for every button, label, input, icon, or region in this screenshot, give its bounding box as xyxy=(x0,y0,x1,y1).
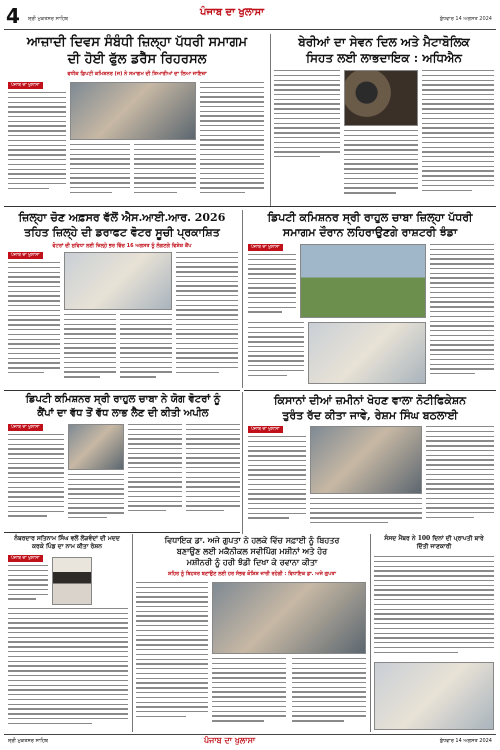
story-6-body-col-1 xyxy=(248,436,306,528)
story-1-body-col-2 xyxy=(70,144,130,200)
story-1-body-col-3 xyxy=(134,144,196,200)
story-5-body-col-1 xyxy=(8,434,64,526)
story-2-headline-line-1: ਬੇਰੀਆਂ ਦਾ ਸੇਵਨ ਦਿਲ ਅਤੇ ਮੈਟਾਬੋਲਿਕ xyxy=(298,35,470,49)
story-9-headline-line-2: ਦਿੱਤੀ ਜਾਣਕਾਰੀ xyxy=(416,543,452,550)
story-4-body-col-2 xyxy=(248,322,304,384)
story-3-body-col-4 xyxy=(176,252,238,384)
story-2-headline-line-2: ਸਿਹਤ ਲਈ ਲਾਭਦਾਇਕ : ਅਧਿਐਨ xyxy=(306,51,462,65)
story-4-photo xyxy=(300,244,426,318)
story-6-photo xyxy=(310,426,422,494)
footer-edition: ਸ਼੍ਰੀ ਮੁਕਤਸਰ ਸਾਹਿਬ xyxy=(8,738,49,744)
story-7-headline-line-2: ਕਰਕੇ ਪਿੰਡ ਦਾ ਨਾਮ ਕੀਤਾ ਰੋਸ਼ਨ xyxy=(31,543,103,550)
story-3-headline-line-1: ਜ਼ਿਲ੍ਹਾ ਚੋਣ ਅਫ਼ਸਰ ਵੱਲੋਂ ਐਸ.ਆਈ.ਆਰ. 2026 xyxy=(18,211,226,224)
story-5-headline-line-2: ਕੈਂਪਾਂ ਦਾ ਵੱਧ ਤੋਂ ਵੱਧ ਲਾਭ ਲੈਣ ਦੀ ਕੀਤੀ ਅਪੀਲ xyxy=(37,408,209,419)
column-divider xyxy=(132,534,133,732)
story-4-headline-line-1: ਡਿਪਟੀ ਕਮਿਸ਼ਨਰ ਸ੍ਰੀ ਰਾਹੁਲ ਚਾਬਾ ਜ਼ਿਲ੍ਹਾ ਪੱਧਰੀ xyxy=(267,211,473,224)
story-6-headline-line-2: ਤੁਰੰਤ ਰੱਦ ਕੀਤਾ ਜਾਵੇ, ਰੇਸ਼ਮ ਸਿੰਘ ਬਠਲਾਈ xyxy=(282,409,458,422)
story-5-headline-line-1: ਡਿਪਟੀ ਕਮਿਸ਼ਨਰ ਸ੍ਰੀ ਰਾਹੁਲ ਚਾਬਾ ਨੇ ਯੋਗ ਵੋਟਰਾਂ ਨੂੰ xyxy=(25,394,221,405)
page-number: 4 xyxy=(6,4,20,28)
story-8-headline-line-3: ਮਸ਼ੀਨਰੀ ਨੂੰ ਹਰੀ ਝੰਡੀ ਦਿਖਾ ਕੇ ਰਵਾਨਾ ਕੀਤਾ xyxy=(186,557,318,567)
story-8-headline-line-2: ਬਣਾਉਣ ਲਈ ਮਕੈਨੀਕਲ ਸਵੀਪਿੰਗ ਮਸ਼ੀਨਾਂ ਅਤੇ ਹੋਰ xyxy=(176,546,328,556)
story-4-second-photo xyxy=(308,322,426,384)
story-3-body-col-3 xyxy=(120,314,172,384)
story-1-photo xyxy=(70,82,196,140)
masthead xyxy=(4,4,496,30)
story-3-headline-line-2: ਤਹਿਤ ਜ਼ਿਲ੍ਹੇ ਦੀ ਡਰਾਫਟ ਵੋਟਰ ਸੂਚੀ ਪ੍ਰਕਾਸ਼ਿਤ xyxy=(24,226,220,239)
story-3-photo xyxy=(64,252,172,310)
story-2-berries-photo xyxy=(344,70,418,126)
story-8-headline-line-1: ਵਿਧਾਇਕ ਡਾ. ਅਜੇ ਗੁਪਤਾ ਨੇ ਹਲਕੇ ਵਿੱਚ ਸਫ਼ਾਈ ਨੂੰ ਬਿਹਤਰ xyxy=(164,535,340,545)
story-3-subhead: ਵੋਟਰਾਂ ਦੀ ਸੁਵਿਧਾ ਲਈ ਜ਼ਿਲ੍ਹੇ ਭਰ ਵਿੱਚ 16 ਅਗਸਤ ਨੂੰ ਲੱਗਣਗੇ ਵਿਸ਼ੇਸ਼ ਕੈਂਪ xyxy=(52,243,192,249)
story-1-byline: ਪੰਜਾਬ ਦਾ ਖੁਲਾਸਾ xyxy=(8,82,43,89)
story-8-body-col-3 xyxy=(292,658,366,730)
footer-date: ਬੁੱਧਵਾਰ 14 ਅਗਸਤ 2024 xyxy=(439,738,492,744)
story-6-body-col-3 xyxy=(426,426,494,528)
section-divider xyxy=(4,206,496,207)
story-7-portrait-photo xyxy=(52,557,92,605)
story-8-body-col-1 xyxy=(136,582,208,730)
footer-bar xyxy=(4,734,496,746)
story-6-byline: ਪੰਜਾਬ ਦਾ ਖੁਲਾਸਾ xyxy=(248,426,283,433)
column-divider xyxy=(270,34,271,206)
story-9-headline-line-1: ਸੰਸਦ ਮੈਂਬਰ ਨੇ 100 ਦਿਨਾਂ ਦੀ ਪ੍ਰਾਪਤੀ ਬਾਰੇ xyxy=(384,535,484,542)
story-1-headline-line-2: ਦੀ ਹੋਈ ਫੁੱਲ ਡਰੈੱਸ ਰਿਹਰਸਲ xyxy=(67,52,207,67)
story-4-byline: ਪੰਜਾਬ ਦਾ ਖੁਲਾਸਾ xyxy=(248,244,283,251)
story-8-body-col-2 xyxy=(212,658,286,730)
story-8-subhead: ਸ਼ਹਿਰ ਨੂੰ ਬਿਹਤਰ ਬਣਾਉਣ ਲਈ ਹਰ ਸੰਭਵ ਕੋਸ਼ਿਸ਼ ਜਾਰੀ ਰਹੇਗੀ : ਵਿਧਾਇਕ ਡਾ. ਅਜੇ ਗੁਪਤਾ xyxy=(168,571,336,577)
story-9-body xyxy=(374,556,494,658)
story-5-body-col-2 xyxy=(68,474,124,526)
story-8-photo xyxy=(212,582,366,654)
story-3-byline: ਪੰਜਾਬ ਦਾ ਖੁਲਾਸਾ xyxy=(8,252,43,259)
paper-name: ਪੰਜਾਬ ਦਾ ਖੁਲਾਸਾ xyxy=(200,7,265,18)
story-5-byline: ਪੰਜਾਬ ਦਾ ਖੁਲਾਸਾ xyxy=(8,424,43,431)
section-divider xyxy=(4,532,240,533)
story-5-body-col-3 xyxy=(128,424,182,526)
story-9-photo xyxy=(374,662,494,730)
story-7-headline-line-1: ਨੰਬਰਦਾਰ ਸਤਿਨਾਮ ਸਿੰਘ ਵਲੋਂ ਲੋੜਵੰਦਾਂ ਦੀ ਮਦਦ xyxy=(14,535,120,542)
footer-paper-name: ਪੰਜਾਬ ਦਾ ਖੁਲਾਸਾ xyxy=(204,736,256,745)
story-4-headline-line-2: ਸਮਾਗਮ ਦੌਰਾਨ ਲਹਿਰਾਉਣਗੇ ਰਾਸ਼ਟਰੀ ਝੰਡਾ xyxy=(282,226,458,239)
story-2-body-col-1 xyxy=(274,70,340,166)
story-1-subhead: ਵਧੀਕ ਡਿਪਟੀ ਕਮਿਸ਼ਨਰ (ਜ) ਨੇ ਸਮਾਗਮ ਦੀ ਤਿਆਰੀਆਂ ਦਾ ਲਿਆ ਜਾਇਜ਼ਾ xyxy=(67,71,207,77)
story-6-body-col-2 xyxy=(310,498,422,528)
story-7-body-col-1 xyxy=(8,565,48,603)
story-2-body-col-3 xyxy=(422,70,494,200)
story-7-body-col-2 xyxy=(8,608,128,730)
issue-date: ਬੁੱਧਵਾਰ 14 ਅਗਸਤ 2024 xyxy=(439,16,492,22)
story-7-byline: ਪੰਜਾਬ ਦਾ ਖੁਲਾਸਾ xyxy=(8,555,43,562)
story-1-body-col-4 xyxy=(200,82,264,200)
story-4-body-col-1 xyxy=(248,254,296,318)
column-divider xyxy=(242,210,243,388)
column-divider xyxy=(370,534,371,732)
section-divider xyxy=(4,390,240,391)
section-divider xyxy=(244,390,496,391)
story-4-body-col-3 xyxy=(430,244,494,384)
column-divider xyxy=(242,392,243,534)
edition-label: ਸ਼੍ਰੀ ਮੁਕਤਸਰ ਸਾਹਿਬ xyxy=(28,16,69,22)
story-3-body-col-1 xyxy=(8,262,60,384)
story-1-headline-line-1: ਆਜ਼ਾਦੀ ਦਿਵਸ ਸੰਬੰਧੀ ਜ਼ਿਲ੍ਹਾ ਪੱਧਰੀ ਸਮਾਗਮ xyxy=(26,35,248,50)
newspaper-page xyxy=(4,4,496,746)
story-5-photo xyxy=(68,424,124,470)
story-2-body-col-2 xyxy=(344,130,418,200)
story-6-headline-line-1: ਕਿਸਾਨਾਂ ਦੀਆਂ ਜ਼ਮੀਨਾਂ ਖੋਹਣ ਵਾਲਾ ਨੋਟੀਫਿਕੇਸ਼ਨ xyxy=(273,394,467,407)
story-1-body-col-1 xyxy=(8,92,66,200)
story-3-body-col-2 xyxy=(64,314,116,384)
story-5-body-col-4 xyxy=(186,424,240,526)
